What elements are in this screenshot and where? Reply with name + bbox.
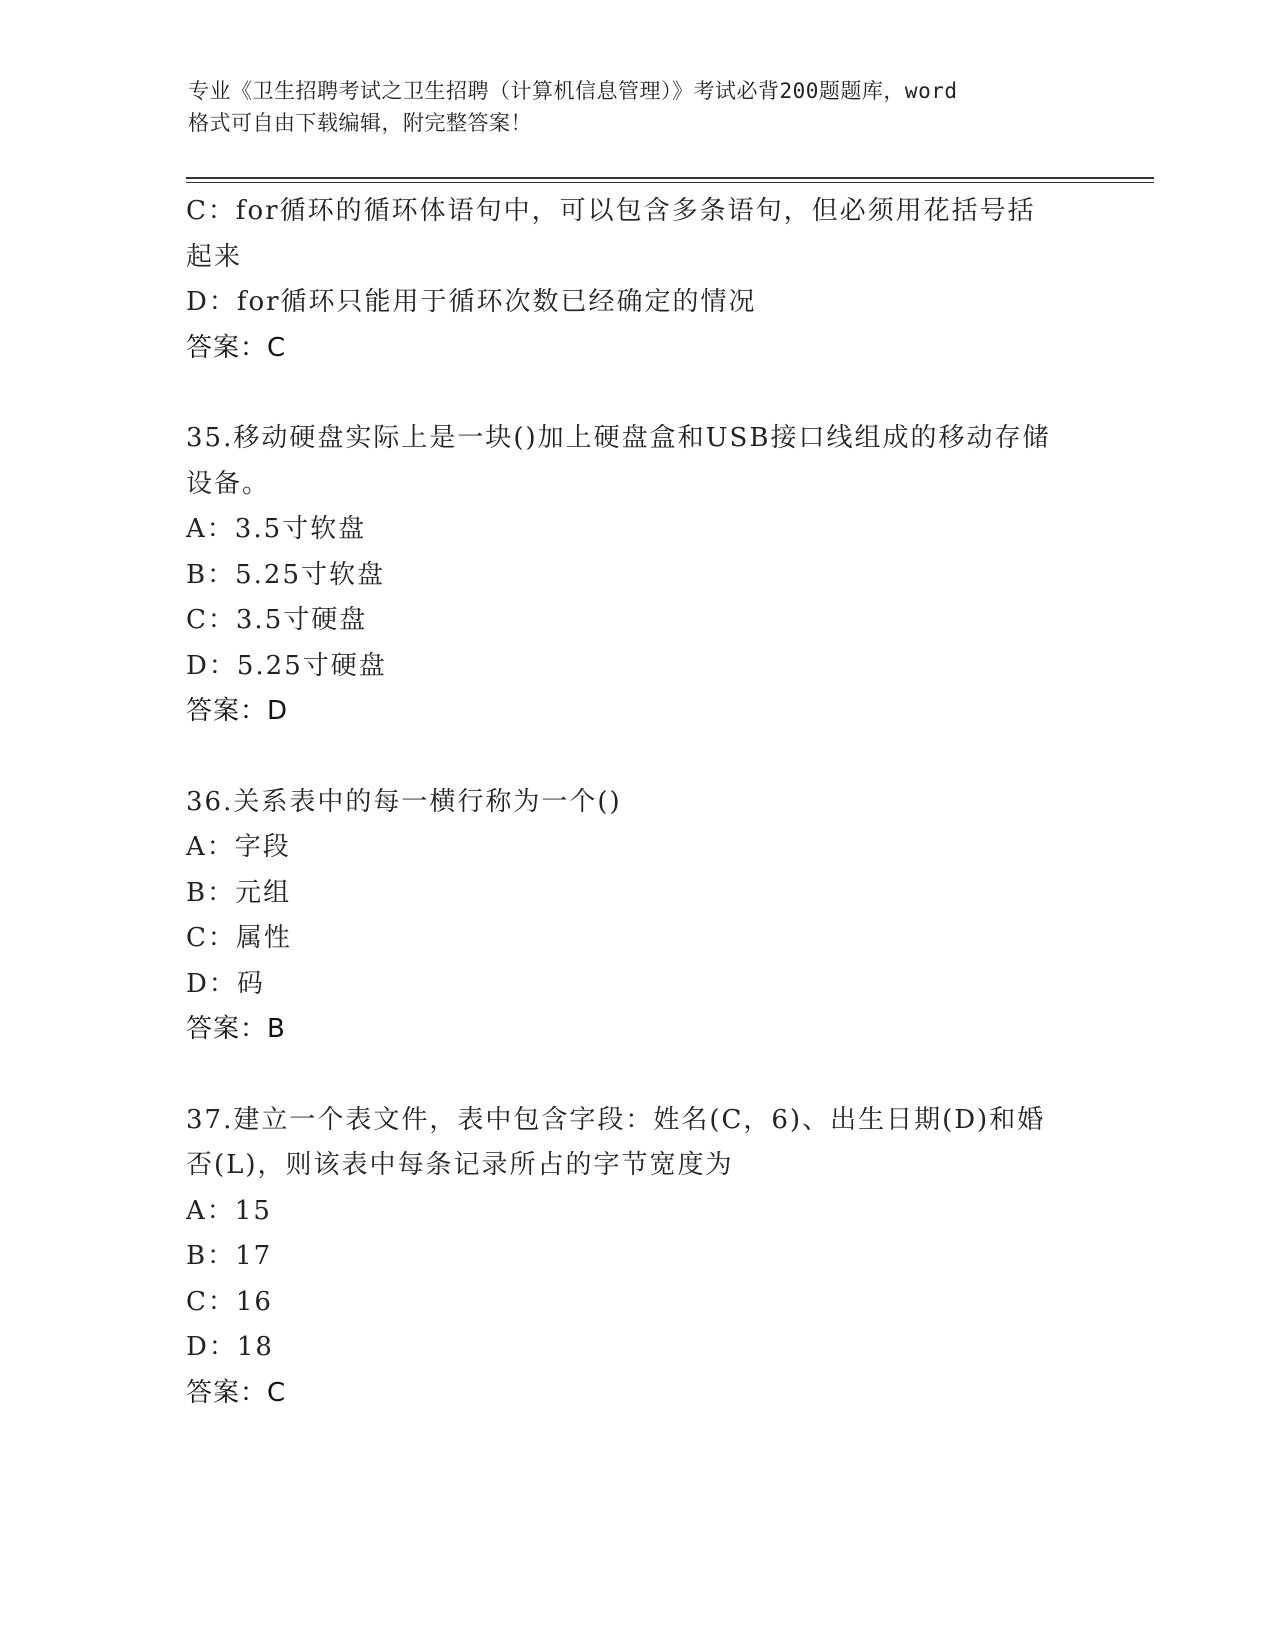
question-36: [186, 780, 1086, 1053]
document-body: [186, 189, 1086, 1416]
answer: 答案：D: [186, 696, 289, 726]
header-divider-thick: [186, 177, 1154, 179]
option-c: C：属性: [186, 923, 292, 953]
question-34-tail: [186, 189, 1086, 371]
question-35: [186, 416, 1086, 735]
option-d: D：for循环只能用于循环次数已经确定的情况: [186, 287, 757, 317]
header-line-2: 格式可自由下载编辑，附完整答案！: [188, 111, 532, 135]
question-stem: 36.关系表中的每一横行称为一个(): [186, 786, 622, 817]
answer: 答案：B: [186, 1014, 286, 1044]
option-d: D：5.25寸硬盘: [186, 650, 387, 681]
spacer: [186, 1053, 1086, 1098]
document-header: [188, 75, 1088, 139]
option-b: B：17: [186, 1241, 273, 1271]
option-b: B：元组: [186, 877, 292, 908]
option-c-line-1: C：for循环的循环体语句中，可以包含多条语句，但必须用花括号括: [186, 196, 1036, 226]
question-37: [186, 1098, 1086, 1417]
header-line-1: 专业《卫生招聘考试之卫生招聘（计算机信息管理）》考试必背200题题库，word: [188, 79, 958, 103]
option-d: D：码: [186, 968, 265, 999]
option-c: C：3.5寸硬盘: [186, 605, 368, 635]
option-c-line-2: 起来: [186, 241, 243, 272]
option-c: C：16: [186, 1286, 273, 1317]
option-d: D：18: [186, 1332, 274, 1362]
option-a: A：字段: [186, 832, 291, 862]
answer: 答案：C: [186, 1377, 287, 1408]
question-stem-line-2: 否(L)，则该表中每条记录所占的字节宽度为: [186, 1150, 734, 1180]
answer: 答案：C: [186, 332, 287, 363]
option-a: A：3.5寸软盘: [186, 514, 367, 544]
spacer: [186, 371, 1086, 416]
spacer: [186, 735, 1086, 780]
option-a: A：15: [186, 1195, 272, 1226]
question-stem-line-1: 37.建立一个表文件，表中包含字段：姓名(C，6)、出生日期(D)和婚: [186, 1104, 1046, 1135]
header-divider-thin: [186, 182, 1154, 183]
question-stem-line-2: 设备。: [186, 468, 271, 499]
option-b: B：5.25寸软盘: [186, 559, 385, 590]
question-stem-line-1: 35.移动硬盘实际上是一块()加上硬盘盒和USB接口线组成的移动存储: [186, 423, 1051, 453]
